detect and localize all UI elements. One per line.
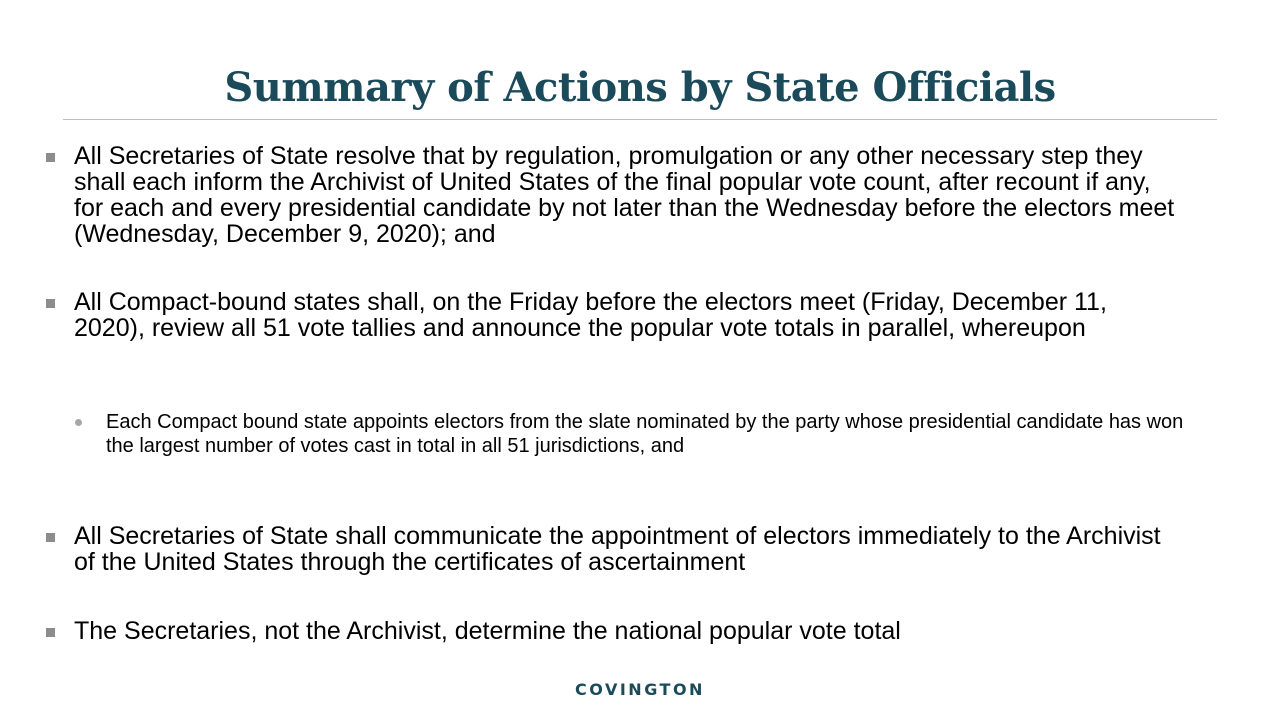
covington-logo: COVINGTON [575, 680, 705, 699]
title-divider [63, 119, 1217, 120]
bullet-text-2: All Compact-bound states shall, on the Friday before the electors meet (Friday, December 11, 2020), review all 51 vote tallies and announce the popular vote totals in parallel, whereupon [74, 288, 1107, 342]
square-bullet-icon [46, 153, 55, 162]
square-bullet-icon [46, 533, 55, 542]
sub-bullet-text: Each Compact bound state appoints electors from the slate nominated by the party whose presidential candidate has won the largest number of votes cast in total in all 51 jurisdictions, and [106, 411, 1184, 457]
bullet-text-1: All Secretaries of State resolve that by regulation, promulgation or any other necessary step they shall each inform the Archivist of United States of the final popular vote count, after recount if any, for each and every presidential candidate by not later than the Wednesday before the electors meet (Wednesday, December 9, 2020); and [74, 142, 1175, 248]
slide-title: Summary of Actions by State Officials [224, 64, 1056, 111]
bullet-item-3 [74, 523, 1184, 575]
bullet-text-4: The Secretaries, not the Archivist, determine the national popular vote total [74, 617, 901, 645]
square-bullet-icon [46, 628, 55, 637]
round-bullet-icon [75, 419, 82, 426]
bullet-text-3: All Secretaries of State shall communicate the appointment of electors immediately to the Archivist of the United States through the certificates of ascertainment [74, 522, 1161, 576]
bullet-item-4 [74, 618, 1184, 644]
bullet-item-1 [74, 143, 1184, 247]
square-bullet-icon [46, 299, 55, 308]
bullet-item-2 [74, 289, 1184, 341]
sub-bullet-item [106, 410, 1186, 458]
